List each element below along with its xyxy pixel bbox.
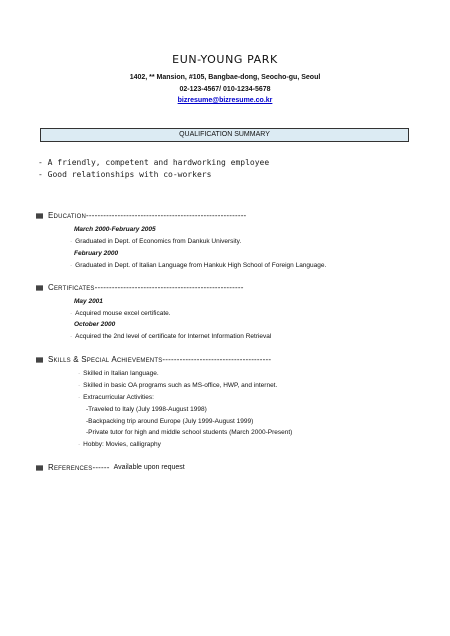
applicant-name: EUN-YOUNG PARK: [172, 53, 278, 66]
section-rule: --------------------------------------: [162, 355, 272, 364]
summary-heading: QUALIFICATION SUMMARY: [179, 131, 270, 138]
education-section-header: [36, 211, 246, 220]
phone-line: 02-123-4567/ 010-1234-5678: [179, 86, 271, 93]
activity-item: -Private tutor for high and middle school students (March 2000-Present): [86, 429, 293, 436]
section-rule: ----------------------------------------------------: [94, 283, 244, 292]
references-text: Available upon request: [113, 464, 185, 471]
square-bullet-icon: [36, 465, 43, 471]
section-title: Education: [48, 211, 87, 220]
activity-item: -Backpacking trip around Europe (July 1999-August 1999): [86, 418, 254, 425]
skills-section-header: [36, 355, 271, 364]
education-date: March 2000-February 2005: [74, 226, 156, 233]
skill-item: · Skilled in Italian language.: [78, 370, 159, 377]
skill-item: · Skilled in basic OA programs such as MS-office, HWP, and internet.: [78, 382, 278, 389]
education-detail: · Graduated in Dept. of Italian Language from Hankuk High School of Foreign Language.: [70, 262, 327, 269]
certificate-detail: · Acquired mouse excel certificate.: [70, 310, 171, 317]
certificates-section-header: [36, 283, 244, 292]
square-bullet-icon: [36, 285, 43, 291]
email-link[interactable]: bizresume@bizresume.co.kr: [177, 97, 273, 104]
address-line: 1402, ** Mansion, #105, Bangbae-dong, Seocho-gu, Seoul: [129, 74, 321, 81]
skill-item: · Extracurricular Activities:: [78, 394, 154, 401]
section-title: Skills & Special Achievements: [48, 355, 163, 364]
skill-item: · Hobby: Movies, calligraphy: [78, 441, 161, 448]
education-date: February 2000: [74, 250, 119, 257]
square-bullet-icon: [36, 357, 43, 363]
certificate-detail: · Acquired the 2nd level of certificate for Internet Information Retrieval: [70, 333, 272, 340]
section-rule: --------------------------------------------------------: [86, 211, 247, 220]
education-detail: · Graduated in Dept. of Economics from Dankuk University.: [70, 238, 242, 245]
summary-item: - A friendly, competent and hardworking employee: [38, 158, 270, 167]
section-rule: ------: [92, 463, 110, 472]
section-title: References: [48, 463, 93, 472]
summary-heading-box: [40, 128, 409, 142]
certificate-date: May 2001: [74, 298, 103, 305]
square-bullet-icon: [36, 213, 43, 219]
section-title: Certificates: [48, 283, 95, 292]
summary-item: - Good relationships with co-workers: [38, 170, 212, 179]
activity-item: -Traveled to Italy (July 1998-August 1998): [86, 406, 207, 413]
references-section-header: [36, 463, 185, 472]
certificate-date: October 2000: [74, 321, 116, 328]
